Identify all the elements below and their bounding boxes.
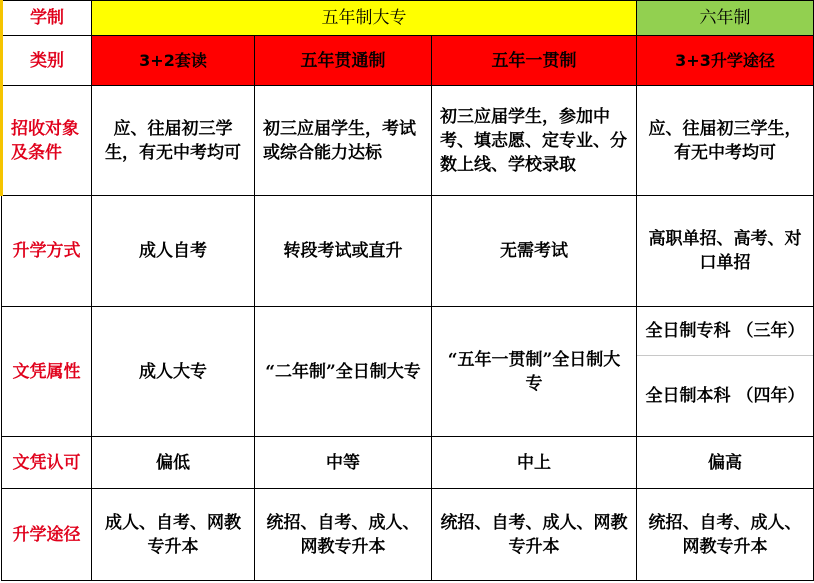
row-label-enrollment: 招收对象及条件 xyxy=(2,86,92,196)
category-3plus3: 3+3升学途径 xyxy=(637,36,814,86)
row-advancement xyxy=(2,196,814,307)
cell-enrollment-2: 初三应届学生，考试或综合能力达标 xyxy=(255,86,432,196)
header-five-year: 五年制大专 xyxy=(92,1,637,36)
cell-diploma-type-4 xyxy=(637,307,814,437)
row-recognition xyxy=(2,437,814,489)
cell-upgrade-path-3: 统招、自考、成人、网教专升本 xyxy=(432,489,637,581)
cell-upgrade-path-2: 统招、自考、成人、网教专升本 xyxy=(255,489,432,581)
row-label-recognition: 文凭认可 xyxy=(2,437,92,489)
category-five-year-integrated: 五年一贯制 xyxy=(432,36,637,86)
cell-enrollment-1: 应、往届初三学生，有无中考均可 xyxy=(92,86,255,196)
row-label-advancement: 升学方式 xyxy=(2,196,92,307)
cell-diploma-type-1: 成人大专 xyxy=(92,307,255,437)
cell-recognition-1: 偏低 xyxy=(92,437,255,489)
diploma-type-associate: 全日制专科 （三年） xyxy=(637,308,813,356)
cell-advancement-2: 转段考试或直升 xyxy=(255,196,432,307)
header-row-system xyxy=(2,1,814,36)
row-label-upgrade-path: 升学途径 xyxy=(2,489,92,581)
cell-upgrade-path-1: 成人、自考、网教专升本 xyxy=(92,489,255,581)
row-enrollment xyxy=(2,86,814,196)
category-five-year-through: 五年贯通制 xyxy=(255,36,432,86)
row-label-category: 类别 xyxy=(2,36,92,86)
cell-enrollment-3: 初三应届学生，参加中考、填志愿、定专业、分数上线、学校录取 xyxy=(432,86,637,196)
cell-recognition-4: 偏高 xyxy=(637,437,814,489)
row-label-diploma-type: 文凭属性 xyxy=(2,307,92,437)
cell-recognition-2: 中等 xyxy=(255,437,432,489)
cell-diploma-type-2: “二年制”全日制大专 xyxy=(255,307,432,437)
category-3plus2: 3+2套读 xyxy=(92,36,255,86)
cell-advancement-1: 成人自考 xyxy=(92,196,255,307)
header-six-year: 六年制 xyxy=(637,1,814,36)
row-upgrade-path xyxy=(2,489,814,581)
cell-enrollment-4: 应、往届初三学生，有无中考均可 xyxy=(637,86,814,196)
diploma-type-bachelor: 全日制本科 （四年） xyxy=(645,385,805,406)
cell-upgrade-path-4: 统招、自考、成人、网教专升本 xyxy=(637,489,814,581)
cell-advancement-3: 无需考试 xyxy=(432,196,637,307)
header-row-category xyxy=(2,36,814,86)
row-diploma-type xyxy=(2,307,814,437)
cell-advancement-4: 高职单招、高考、对口单招 xyxy=(637,196,814,307)
cell-recognition-3: 中上 xyxy=(432,437,637,489)
cell-diploma-type-3: “五年一贯制”全日制大专 xyxy=(432,307,637,437)
row-label-system: 学制 xyxy=(2,1,92,36)
